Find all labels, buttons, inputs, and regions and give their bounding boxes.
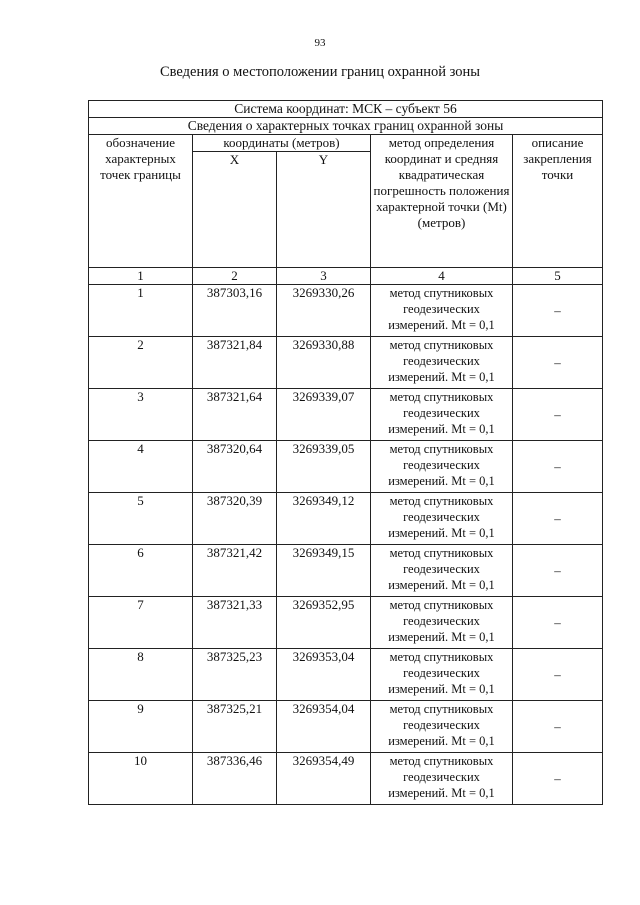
page-title: Сведения о местоположении границ охранной зоны — [159, 64, 480, 80]
point-number-cell: 7 — [89, 597, 193, 649]
y-coordinate-cell: 3269330,26 — [277, 285, 371, 337]
header-row — [89, 135, 603, 152]
header-point: обозначение характерных точек границы — [89, 135, 193, 268]
description-cell: – — [513, 389, 603, 441]
point-number-cell: 1 — [89, 285, 193, 337]
x-coordinate-cell: 387325,21 — [193, 701, 277, 753]
coordinates-table — [88, 100, 603, 805]
point-number-cell: 4 — [89, 441, 193, 493]
page-number: 93 — [314, 37, 326, 49]
method-cell: метод спутниковых геодезических измерений. Mt = 0,1 — [371, 389, 513, 441]
y-coordinate-cell: 3269330,88 — [277, 337, 371, 389]
point-number-cell: 5 — [89, 493, 193, 545]
subtitle-row — [89, 118, 603, 135]
y-coordinate-cell: 3269352,95 — [277, 597, 371, 649]
method-cell: метод спутниковых геодезических измерений. Mt = 0,1 — [371, 701, 513, 753]
header-coords: координаты (метров) — [193, 135, 371, 152]
description-cell: – — [513, 285, 603, 337]
method-cell: метод спутниковых геодезических измерений. Mt = 0,1 — [371, 649, 513, 701]
x-coordinate-cell: 387320,39 — [193, 493, 277, 545]
table-row — [89, 389, 603, 441]
method-cell: метод спутниковых геодезических измерений. Mt = 0,1 — [371, 337, 513, 389]
description-cell: – — [513, 753, 603, 805]
x-coordinate-cell: 387321,33 — [193, 597, 277, 649]
table-row — [89, 493, 603, 545]
method-cell: метод спутниковых геодезических измерений. Mt = 0,1 — [371, 493, 513, 545]
point-number-cell: 2 — [89, 337, 193, 389]
table-row — [89, 441, 603, 493]
point-number-cell: 9 — [89, 701, 193, 753]
method-cell: метод спутниковых геодезических измерений. Mt = 0,1 — [371, 545, 513, 597]
column-number: 3 — [277, 268, 371, 285]
table-row — [89, 337, 603, 389]
y-coordinate-cell: 3269339,05 — [277, 441, 371, 493]
x-coordinate-cell: 387321,42 — [193, 545, 277, 597]
header-y: Y — [277, 152, 371, 268]
table-row — [89, 545, 603, 597]
x-coordinate-cell: 387303,16 — [193, 285, 277, 337]
table-row — [89, 753, 603, 805]
description-cell: – — [513, 337, 603, 389]
table-row — [89, 701, 603, 753]
description-cell: – — [513, 441, 603, 493]
point-number-cell: 6 — [89, 545, 193, 597]
point-number-cell: 3 — [89, 389, 193, 441]
method-cell: метод спутниковых геодезических измерений. Mt = 0,1 — [371, 285, 513, 337]
description-cell: – — [513, 597, 603, 649]
column-number: 1 — [89, 268, 193, 285]
description-cell: – — [513, 649, 603, 701]
point-number-cell: 10 — [89, 753, 193, 805]
column-number: 4 — [371, 268, 513, 285]
description-cell: – — [513, 493, 603, 545]
y-coordinate-cell: 3269353,04 — [277, 649, 371, 701]
description-cell: – — [513, 701, 603, 753]
y-coordinate-cell: 3269354,49 — [277, 753, 371, 805]
column-number: 2 — [193, 268, 277, 285]
coordinate-system-cell: Система координат: МСК – субъект 56 — [89, 101, 603, 118]
y-coordinate-cell: 3269339,07 — [277, 389, 371, 441]
x-coordinate-cell: 387325,23 — [193, 649, 277, 701]
header-method: метод определения координат и средняя квадратическая погрешность положения характерной точки (Mt) (метров) — [371, 135, 513, 268]
y-coordinate-cell: 3269349,12 — [277, 493, 371, 545]
system-row — [89, 101, 603, 118]
x-coordinate-cell: 387321,64 — [193, 389, 277, 441]
y-coordinate-cell: 3269349,15 — [277, 545, 371, 597]
description-cell: – — [513, 545, 603, 597]
column-numbers-row — [89, 268, 603, 285]
x-coordinate-cell: 387336,46 — [193, 753, 277, 805]
table-row — [89, 285, 603, 337]
table-row — [89, 597, 603, 649]
table-subtitle-cell: Сведения о характерных точках границ охранной зоны — [89, 118, 603, 135]
header-x: X — [193, 152, 277, 268]
header-description: описание закрепления точки — [513, 135, 603, 268]
method-cell: метод спутниковых геодезических измерений. Mt = 0,1 — [371, 441, 513, 493]
table-row — [89, 649, 603, 701]
y-coordinate-cell: 3269354,04 — [277, 701, 371, 753]
column-number: 5 — [513, 268, 603, 285]
x-coordinate-cell: 387320,64 — [193, 441, 277, 493]
point-number-cell: 8 — [89, 649, 193, 701]
method-cell: метод спутниковых геодезических измерений. Mt = 0,1 — [371, 597, 513, 649]
x-coordinate-cell: 387321,84 — [193, 337, 277, 389]
method-cell: метод спутниковых геодезических измерений. Mt = 0,1 — [371, 753, 513, 805]
